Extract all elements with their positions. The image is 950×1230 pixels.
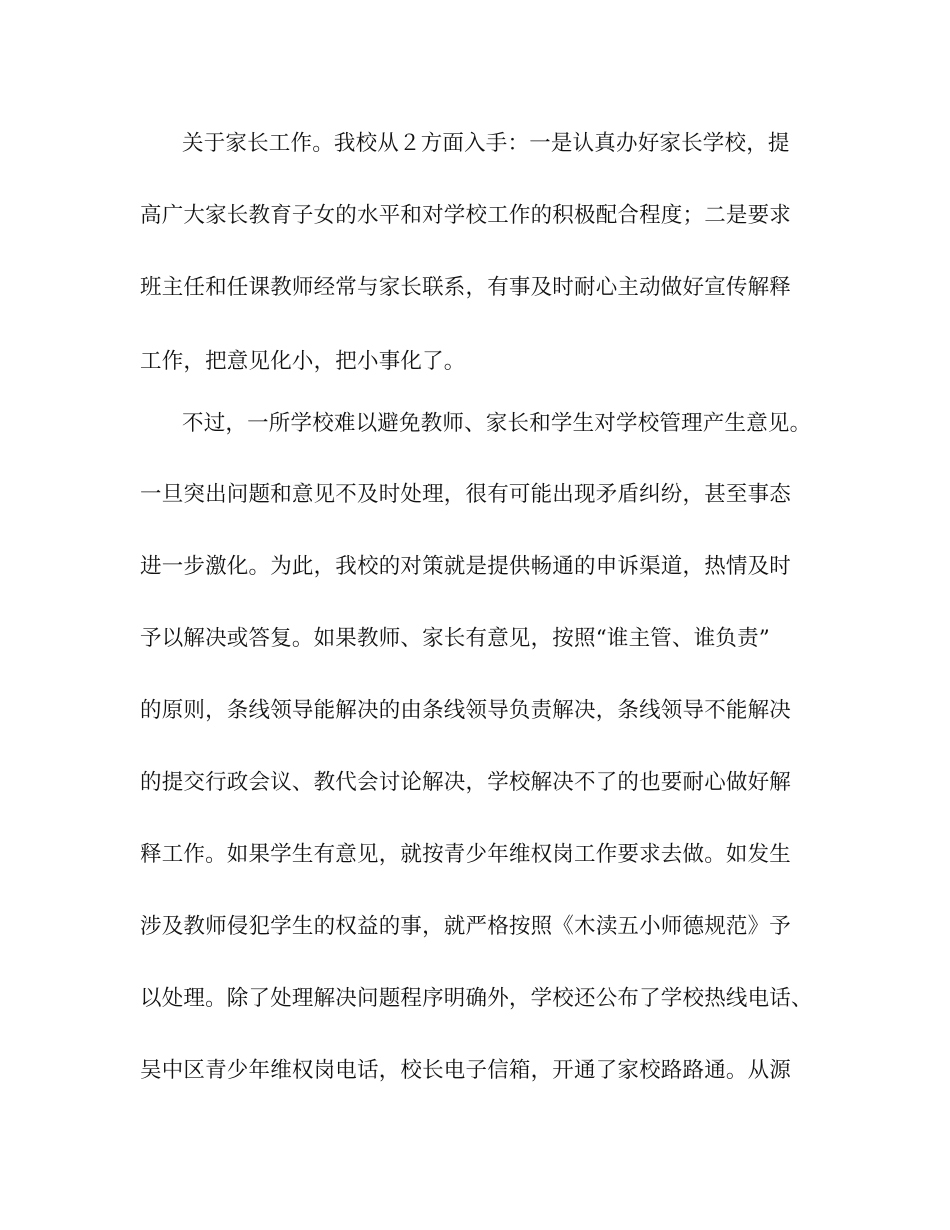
paragraph-1-line-4: 工作，把意见化小，把小事化了。: [140, 349, 466, 374]
paragraph-2-line-8: 涉及教师侵犯学生的权益的事，就严格按照《木渎五小师德规范》予: [140, 914, 792, 939]
paragraph-2-line-10: 吴中区青少年维权岗电话，校长电子信箱，开通了家校路路通。从源: [140, 1058, 792, 1083]
paragraph-2-line-1: 不过，一所学校难以避免教师、家长和学生对学校管理产生意见。: [182, 411, 812, 436]
paragraph-2-line-6: 的提交行政会议、教代会讨论解决，学校解决不了的也要耐心做好解: [140, 770, 792, 795]
paragraph-1-line-2: 高广大家长教育子女的水平和对学校工作的积极配合程度；二是要求: [140, 203, 792, 228]
paragraph-1-line-3: 班主任和任课教师经常与家长联系，有事及时耐心主动做好宣传解释: [140, 275, 792, 300]
paragraph-1-line-1: 关于家长工作。我校从２方面入手：一是认真办好家长学校，提: [182, 131, 790, 156]
paragraph-2-line-2: 一旦突出问题和意见不及时处理，很有可能出现矛盾纠纷，甚至事态: [140, 482, 792, 507]
paragraph-2-line-4: 予以解决或答复。如果教师、家长有意见，按照“谁主管、谁负责”: [140, 626, 770, 651]
paragraph-2-line-7: 释工作。如果学生有意见，就按青少年维权岗工作要求去做。如发生: [140, 842, 792, 867]
paragraph-2-line-5: 的原则，条线领导能解决的由条线领导负责解决，条线领导不能解决: [140, 698, 792, 723]
paragraph-2-line-9: 以处理。除了处理解决问题程序明确外，学校还公布了学校热线电话、: [140, 986, 813, 1011]
paragraph-2-line-3: 进一步激化。为此，我校的对策就是提供畅通的申诉渠道，热情及时: [140, 554, 792, 579]
